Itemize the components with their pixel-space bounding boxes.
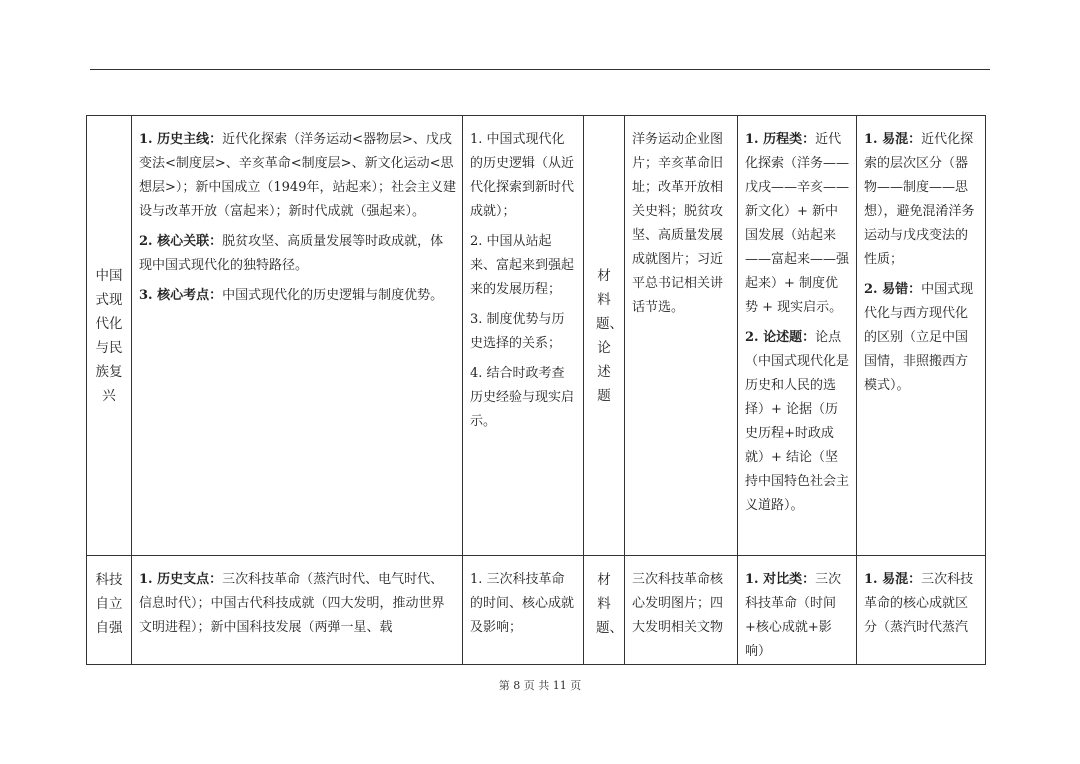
method-item: 2. 论述题：论点（中国式现代化是历史和人民的选择）+ 论据（历史历程+时政成就）+ 结论（坚持中国特色社会主义道路）。 (745, 330, 850, 513)
methods-cell (738, 116, 857, 556)
topic-cell (87, 116, 132, 556)
question-type: 材料题、论述题 (596, 267, 623, 404)
main-point: 3. 核心考点：中国式现代化的历史逻辑与制度优势。 (139, 288, 444, 303)
pitfall-item: 1. 易混：三次科技革命的核心成就区分（蒸汽时代蒸汽 (864, 572, 974, 635)
methods-cell (738, 556, 857, 665)
header-rule (90, 69, 990, 70)
method-item: 1. 对比类：三次科技革命（时间+核心成就+影响） (745, 572, 842, 659)
page-footer: 第 8 页 共 11 页 (498, 679, 582, 692)
table-row (87, 116, 986, 556)
table-row (87, 556, 986, 665)
direction-item: 1. 三次科技革命的时间、核心成就及影响； (470, 572, 575, 635)
main-points-cell (132, 116, 463, 556)
topic-cell (87, 556, 132, 665)
question-type-cell (584, 116, 625, 556)
question-type-cell (584, 556, 625, 665)
materials-text: 三次科技革命核心发明图片；四大发明相关文物 (632, 572, 724, 635)
directions-cell (463, 116, 584, 556)
materials-cell (625, 556, 738, 665)
materials-text: 洋务运动企业图片；辛亥革命旧址；改革开放相关史料；脱贫攻坚、高质量发展成就图片；习近平总书记相关讲话节选。 (632, 132, 724, 315)
main-point: 2. 核心关联：脱贫攻坚、高质量发展等时政成就，体现中国式现代化的独特路径。 (139, 234, 444, 273)
main-points-cell (132, 556, 463, 665)
topic-label: 科技自立自强 (95, 572, 123, 636)
main-point: 1. 历史支点：三次科技革命（蒸汽时代、电气时代、信息时代）；中国古代科技成就（四大发明，推动世界文明进程）；新中国科技发展（两弹一星、载 (139, 572, 445, 635)
topic-label: 中国式现代化与民族复兴 (95, 267, 123, 404)
pitfalls-cell (857, 556, 986, 665)
pitfall-item: 2. 易错：中国式现代化与西方现代化的区别（立足中国国情，非照搬西方模式）。 (864, 282, 974, 393)
pitfall-item: 1. 易混：近代化探索的层次区分（器物——制度——思想），避免混淆洋务运动与戊戌变法的性质； (864, 132, 975, 267)
direction-item: 4. 结合时政考查历史经验与现实启示。 (470, 366, 575, 429)
method-item: 1. 历程类：近代化探索（洋务——戊戌——辛亥——新文化）+ 新中国发展（站起来——富起来——强起来）+ 制度优势 + 现实启示。 (745, 132, 850, 315)
direction-item: 1. 中国式现代化的历史逻辑（从近代化探索到新时代成就）； (470, 132, 575, 219)
question-type: 材料题、 (596, 572, 623, 636)
directions-cell (463, 556, 584, 665)
main-point: 1. 历史主线：近代化探索（洋务运动<器物层>、戊戌变法<制度层>、辛亥革命<制度层>、新文化运动<思想层>）；新中国成立（1949年，站起来）；社会主义建设与改革开放（富起来）；新时代成就（强起来）。 (139, 132, 456, 219)
materials-cell (625, 116, 738, 556)
direction-item: 2. 中国从站起来、富起来到强起来的发展历程； (470, 234, 575, 297)
content-table (86, 115, 986, 665)
pitfalls-cell (857, 116, 986, 556)
direction-item: 3. 制度优势与历史选择的关系； (470, 312, 565, 351)
